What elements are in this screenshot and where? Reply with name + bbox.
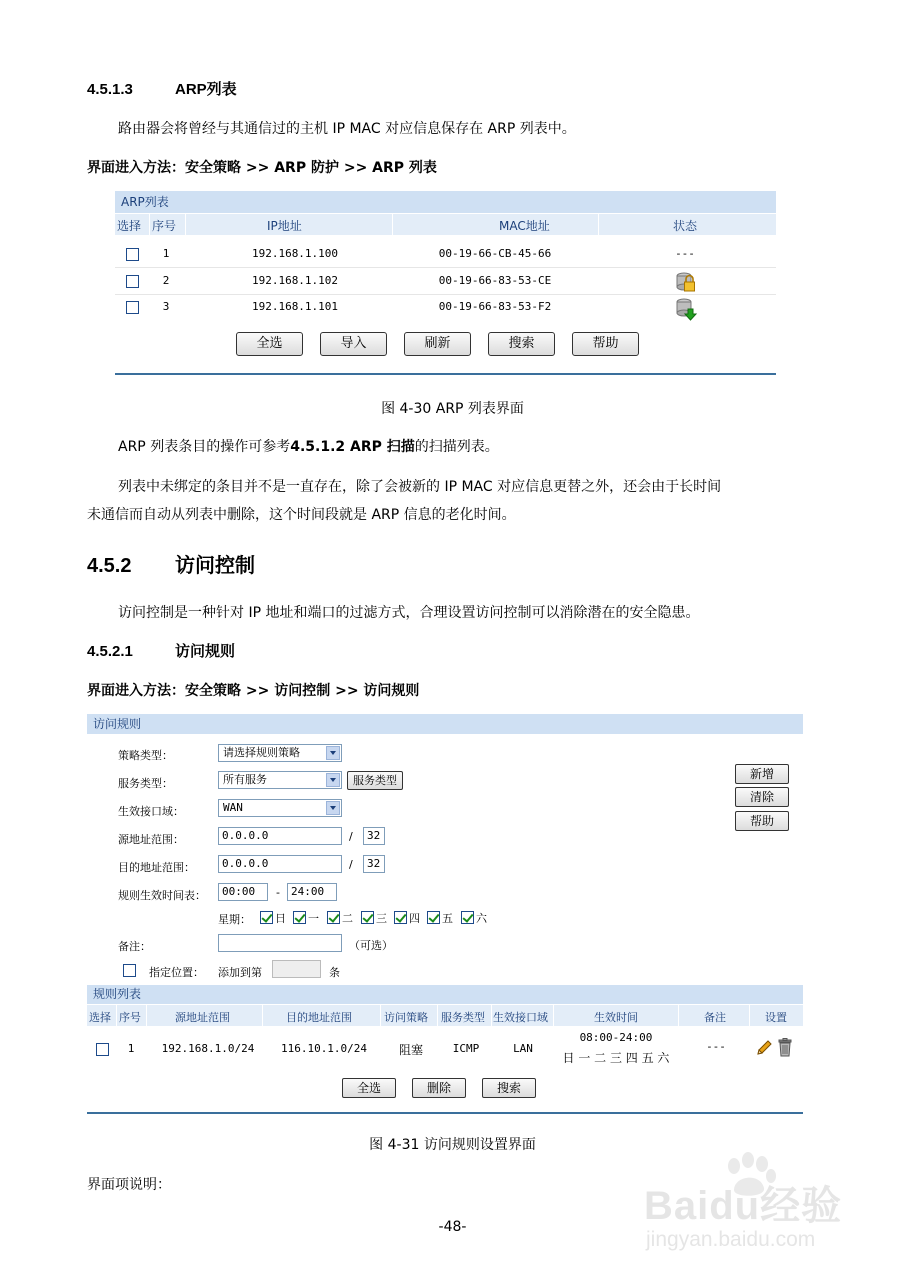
trash-icon[interactable] xyxy=(777,1038,793,1057)
add-button[interactable]: 新增 xyxy=(735,764,789,784)
help-button[interactable]: 帮助 xyxy=(735,811,789,831)
arp-panel-title: ARP列表 xyxy=(115,191,776,213)
row-status: --- xyxy=(675,247,695,260)
day-label: 三 xyxy=(376,912,387,925)
col-dst: 目的地址范围 xyxy=(286,1011,352,1024)
access-rule-panel xyxy=(87,714,803,989)
col-select: 选择 xyxy=(89,1011,111,1024)
day-label: 四 xyxy=(409,912,420,925)
divider xyxy=(87,1112,803,1114)
col-no: 序号 xyxy=(119,1011,141,1024)
dst-label: 目的地址范围： xyxy=(118,861,195,874)
row-note: --- xyxy=(706,1040,726,1053)
rule-list-panel xyxy=(87,985,803,1070)
time-label: 规则生效时间表： xyxy=(118,889,206,902)
watermark-brand: Baidu经验 xyxy=(644,1184,843,1228)
src-mask-input[interactable]: 32 xyxy=(363,827,385,845)
table-row xyxy=(115,269,776,295)
col-settings: 设置 xyxy=(765,1011,787,1024)
rule-panel-title: 访问规则 xyxy=(87,714,803,734)
service-select[interactable] xyxy=(218,771,342,789)
row-ip: 192.168.1.102 xyxy=(251,274,339,287)
service-type-button[interactable]: 服务类型 xyxy=(347,771,403,790)
position-pre: 添加到第 xyxy=(218,966,262,979)
policy-select[interactable] xyxy=(218,744,342,762)
day-checkbox-sun[interactable] xyxy=(260,911,273,924)
day-checkbox-fri[interactable] xyxy=(427,911,440,924)
row-policy: 阻塞 xyxy=(398,1043,423,1057)
src-label: 源地址范围： xyxy=(118,833,184,846)
items-description: 界面项说明： xyxy=(87,1177,171,1193)
col-select: 选择 xyxy=(117,219,142,233)
row-checkbox[interactable] xyxy=(96,1043,109,1056)
col-interface: 生效接口域 xyxy=(493,1011,548,1024)
arp-list-panel xyxy=(115,191,776,321)
interface-value: WAN xyxy=(223,801,243,814)
row-ip: 192.168.1.101 xyxy=(251,300,339,313)
row-no: 3 xyxy=(162,300,170,313)
row-no: 2 xyxy=(162,274,170,287)
col-time: 生效时间 xyxy=(594,1011,638,1024)
col-policy: 访问策略 xyxy=(384,1011,428,1024)
policy-value: 请选择规则策略 xyxy=(223,746,300,759)
row-src: 192.168.1.0/24 xyxy=(161,1042,255,1055)
src-slash: / xyxy=(349,830,353,843)
arp-intro-paragraph: 路由器会将曾经与其通信过的主机 IP MAC 对应信息保存在 ARP 列表中。 xyxy=(118,121,576,137)
row-no: 1 xyxy=(162,247,170,260)
dst-address-input[interactable]: 0.0.0.0 xyxy=(218,855,342,873)
col-src: 源地址范围 xyxy=(175,1011,230,1024)
row-ip: 192.168.1.100 xyxy=(251,247,339,260)
section-heading-4513 xyxy=(87,78,237,99)
time-end-input[interactable]: 24:00 xyxy=(287,883,337,901)
row-checkbox[interactable] xyxy=(126,248,139,261)
dst-mask-input[interactable]: 32 xyxy=(363,855,385,873)
section-number: 4.5.1.3 xyxy=(87,81,133,98)
aging-paragraph-line2: 未通信而自动从列表中删除，这个时间段就是 ARP 信息的老化时间。 xyxy=(87,507,516,523)
row-mac: 00-19-66-83-53-F2 xyxy=(438,300,552,313)
page-number: -48- xyxy=(438,1219,467,1235)
col-status: 状态 xyxy=(673,219,698,233)
time-dash: - xyxy=(276,886,280,899)
ref-link: 4.5.1.2 ARP 扫描 xyxy=(290,439,415,455)
col-ip: IP地址 xyxy=(267,219,302,233)
day-checkbox-wed[interactable] xyxy=(361,911,374,924)
col-no: 序号 xyxy=(152,219,177,233)
ref-pre: ARP 列表条目的操作可参考 xyxy=(118,439,291,455)
src-address-input[interactable]: 0.0.0.0 xyxy=(218,827,342,845)
row-interface: LAN xyxy=(513,1042,533,1055)
time-start-input[interactable]: 00:00 xyxy=(218,883,268,901)
day-label: 六 xyxy=(476,912,487,925)
watermark-url: jingyan.baidu.com xyxy=(646,1228,816,1251)
figure-caption-431: 图 4-31 访问规则设置界面 xyxy=(369,1137,536,1153)
service-value: 所有服务 xyxy=(223,773,267,786)
divider xyxy=(115,373,776,375)
table-row xyxy=(115,243,776,268)
dst-slash: / xyxy=(349,858,353,871)
row-mac: 00-19-66-CB-45-66 xyxy=(438,247,552,260)
clear-button[interactable]: 清除 xyxy=(735,787,789,807)
section-number: 4.5.2.1 xyxy=(87,643,133,660)
day-label: 日 xyxy=(275,912,286,925)
day-checkbox-mon[interactable] xyxy=(293,911,306,924)
chevron-down-icon xyxy=(326,773,340,787)
row-checkbox[interactable] xyxy=(126,275,139,288)
note-label: 备注： xyxy=(118,940,151,953)
position-label: 指定位置： xyxy=(149,966,204,979)
day-checkbox-thu[interactable] xyxy=(394,911,407,924)
help-button[interactable]: 帮助 xyxy=(572,332,639,356)
search-button[interactable]: 搜索 xyxy=(488,332,555,356)
col-note: 备注 xyxy=(704,1011,726,1024)
row-dst: 116.10.1.0/24 xyxy=(280,1042,368,1055)
aging-paragraph-line1: 列表中未绑定的条目并不是一直存在，除了会被新的 IP MAC 对应信息更替之外，还会由于长时间 xyxy=(118,479,722,495)
section-title: 访问规则 xyxy=(175,643,236,660)
access-intro-paragraph: 访问控制是一种针对 IP 地址和端口的过滤方式，合理设置访问控制可以消除潜在的安全隐患。 xyxy=(118,605,700,621)
delete-button[interactable]: 删除 xyxy=(412,1078,466,1098)
col-service: 服务类型 xyxy=(441,1011,485,1024)
col-mac: MAC地址 xyxy=(499,219,550,233)
lock-icon[interactable] xyxy=(676,271,696,293)
row-checkbox[interactable] xyxy=(126,301,139,314)
day-label: 一 xyxy=(308,912,319,925)
rule-list-column-header xyxy=(87,1005,803,1026)
arp-column-header xyxy=(115,214,776,235)
refresh-button[interactable]: 刷新 xyxy=(404,332,471,356)
edit-icon[interactable] xyxy=(755,1039,773,1057)
import-icon[interactable] xyxy=(676,297,698,321)
import-button[interactable]: 导入 xyxy=(320,332,387,356)
row-no: 1 xyxy=(127,1042,135,1055)
section-title: ARP列表 xyxy=(175,81,237,98)
select-all-button[interactable]: 全选 xyxy=(236,332,303,356)
note-optional: （可选） xyxy=(349,939,393,952)
row-service: ICMP xyxy=(452,1042,480,1055)
section-heading-452 xyxy=(87,549,255,578)
day-label: 二 xyxy=(342,912,353,925)
row-days: 日 一 二 三 四 五 六 xyxy=(562,1051,670,1065)
service-label: 服务类型： xyxy=(118,777,173,790)
reference-paragraph xyxy=(118,436,499,456)
chevron-down-icon xyxy=(326,746,340,760)
table-row xyxy=(115,295,776,321)
chevron-down-icon xyxy=(326,801,340,815)
position-input[interactable] xyxy=(272,960,321,978)
section-title: 访问控制 xyxy=(175,555,255,577)
interface-select[interactable] xyxy=(218,799,342,817)
rule-list-title: 规则列表 xyxy=(87,985,803,1004)
position-post: 条 xyxy=(329,966,340,979)
section-heading-4521 xyxy=(87,640,235,661)
row-time: 08:00-24:00 xyxy=(579,1031,653,1044)
baidu-watermark xyxy=(640,1152,880,1262)
policy-label: 策略类型： xyxy=(118,749,173,762)
week-label: 星期： xyxy=(218,913,251,926)
position-checkbox[interactable] xyxy=(123,964,136,977)
interface-label: 生效接口域： xyxy=(118,805,184,818)
search-button[interactable]: 搜索 xyxy=(482,1078,536,1098)
section-number: 4.5.2 xyxy=(87,555,132,577)
note-input[interactable] xyxy=(218,934,342,952)
figure-caption-430: 图 4-30 ARP 列表界面 xyxy=(381,401,524,417)
access-nav-path: 界面进入方法：安全策略 >> 访问控制 >> 访问规则 xyxy=(87,683,420,699)
day-checkbox-tue[interactable] xyxy=(327,911,340,924)
ref-post: 的扫描列表。 xyxy=(414,439,499,455)
day-label: 五 xyxy=(442,912,453,925)
table-row xyxy=(87,1027,803,1069)
select-all-button[interactable]: 全选 xyxy=(342,1078,396,1098)
arp-nav-path: 界面进入方法：安全策略 >> ARP 防护 >> ARP 列表 xyxy=(87,160,437,176)
day-checkbox-sat[interactable] xyxy=(461,911,474,924)
row-mac: 00-19-66-83-53-CE xyxy=(438,274,552,287)
